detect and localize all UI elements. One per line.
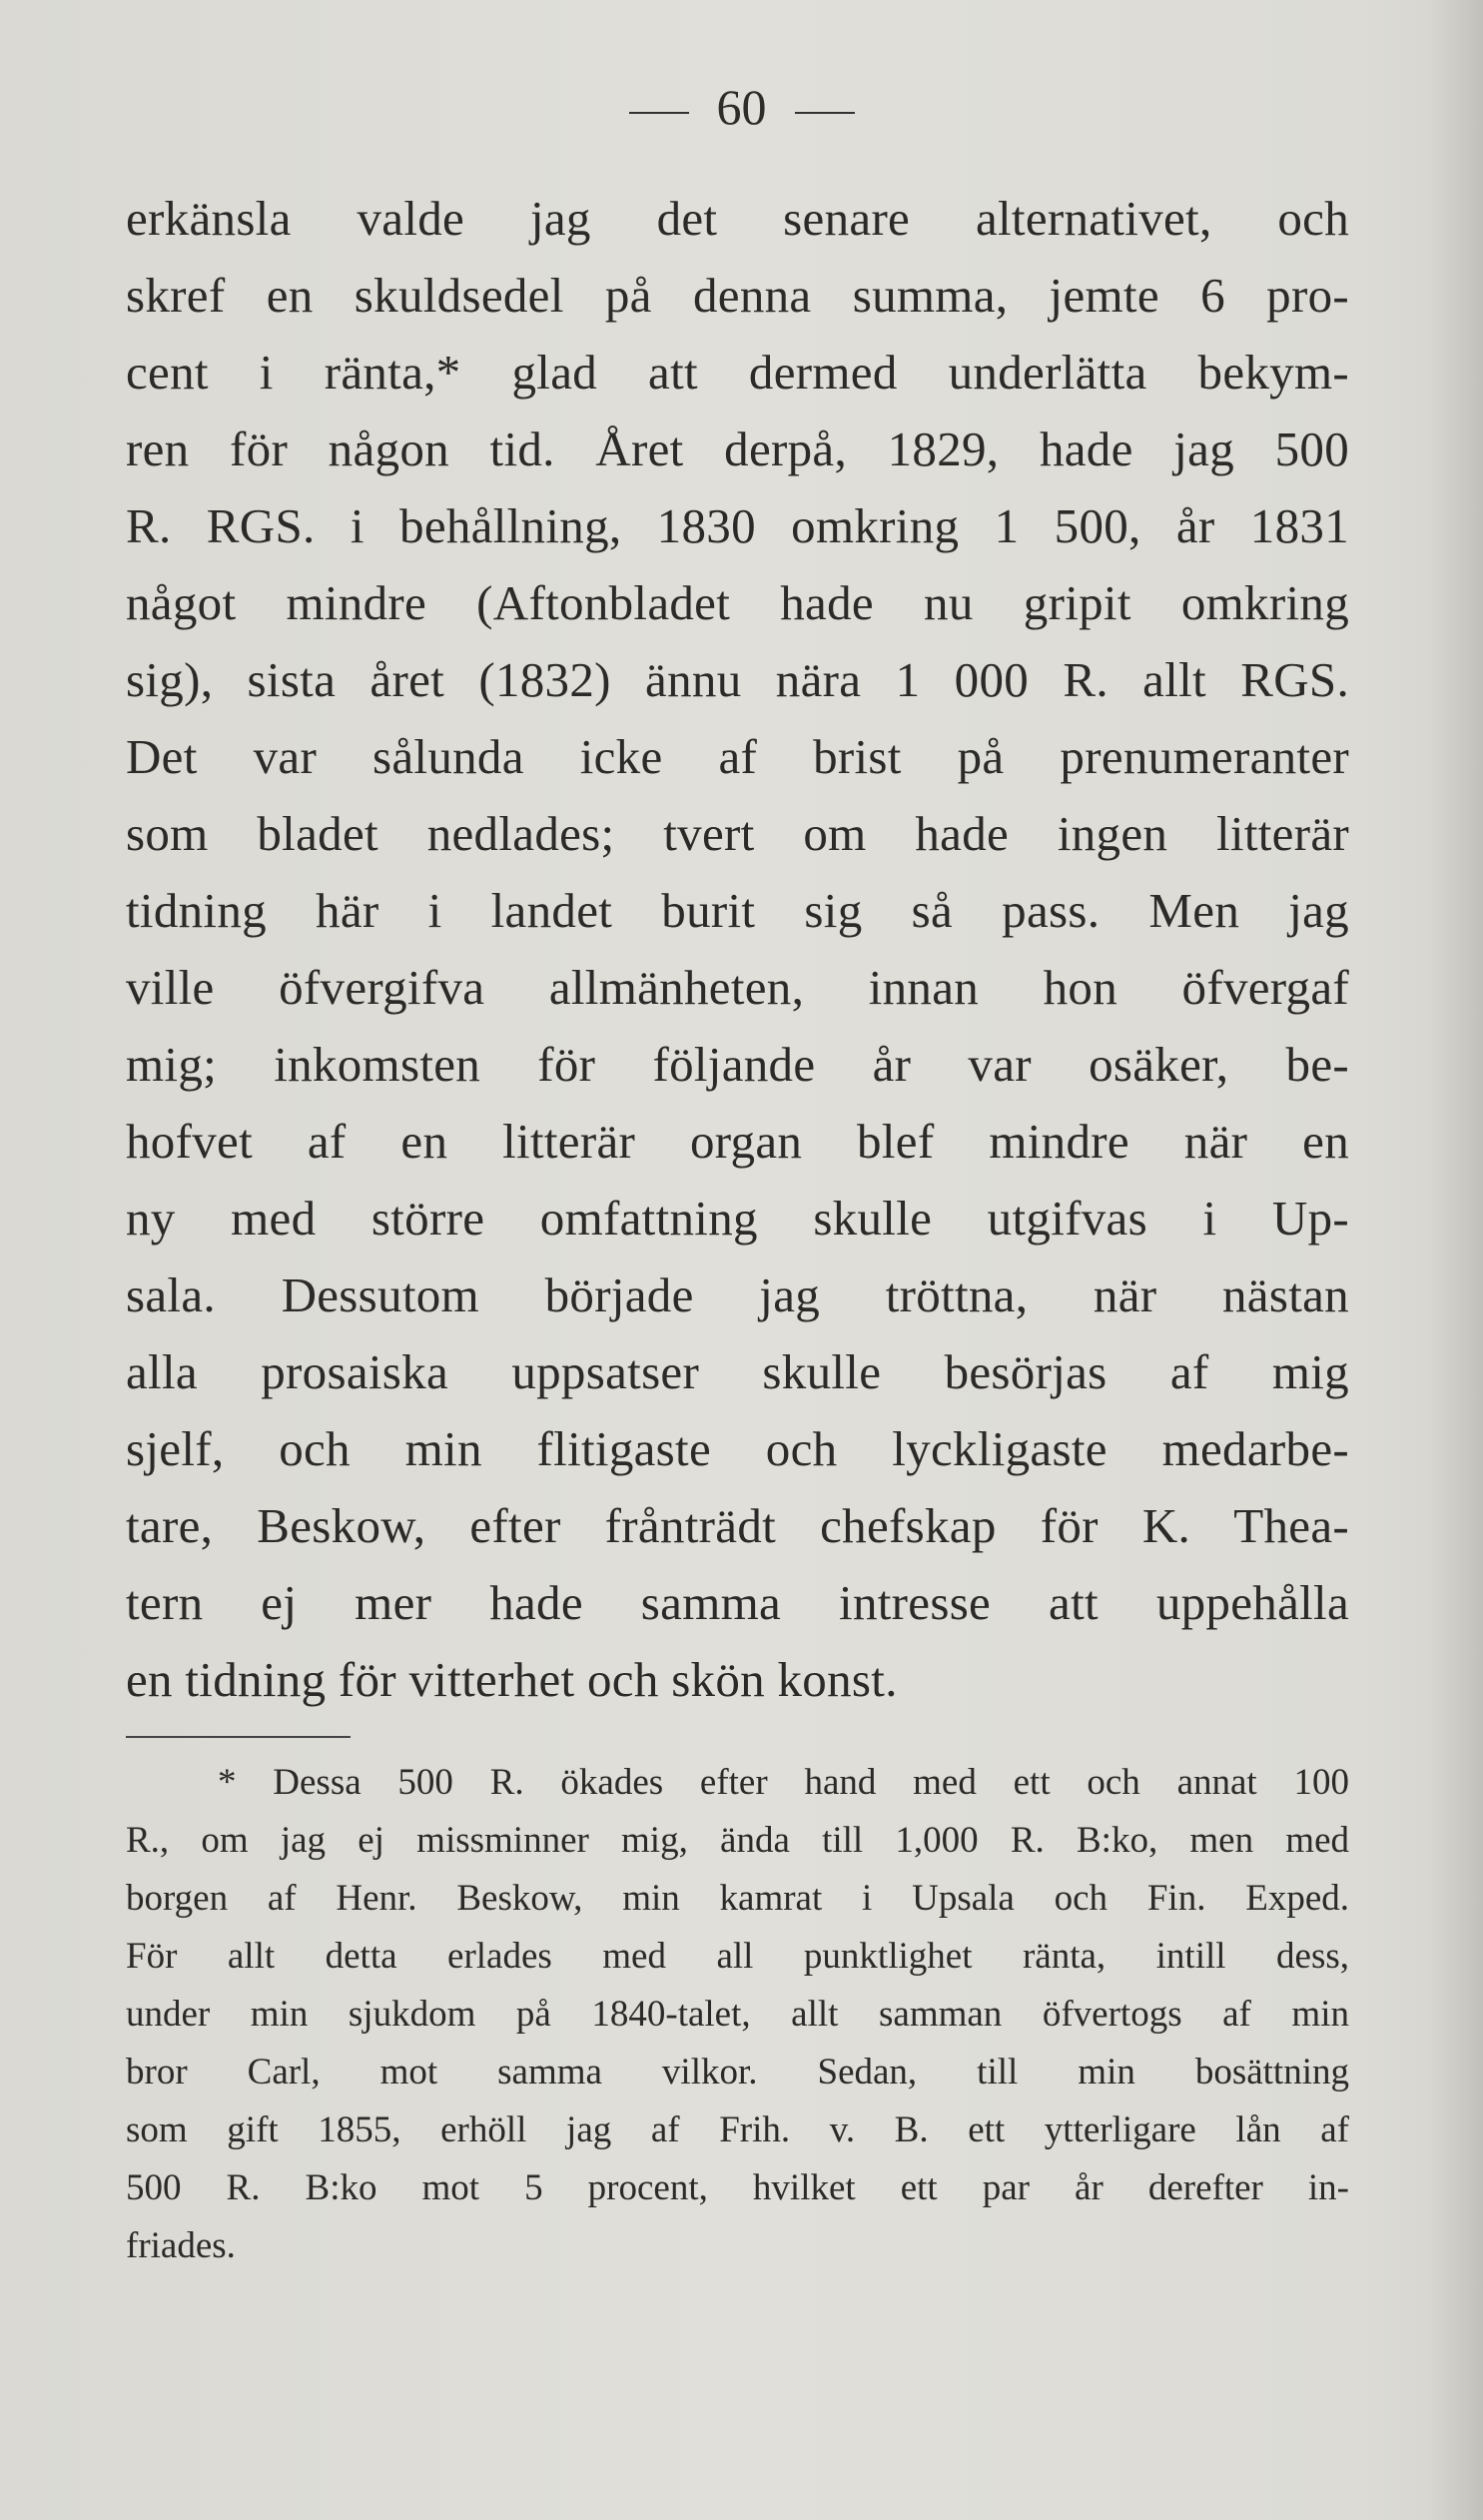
body-line: tern ej mer hade samma intresse att uppehålla [126,1575,1349,1630]
footnote-line: För allt detta erlades med all punktlighet ränta, intill dess, [126,1936,1349,1977]
body-line: något mindre (Aftonbladet hade nu gripit omkring [126,575,1349,630]
body-line: ville öfvergifva allmänheten, innan hon öfvergaf [126,960,1349,1015]
left-dash [629,112,689,114]
body-line: R. RGS. i behållning, 1830 omkring 1 500, år 1831 [126,498,1349,553]
body-line: sala. Dessutom började jag tröttna, när nästan [126,1267,1349,1322]
body-line: cent i ränta,* glad att dermed underlätta bekym- [126,345,1349,400]
body-line: hofvet af en litterär organ blef mindre när en [126,1114,1349,1169]
footnote-line: borgen af Henr. Beskow, min kamrat i Upsala och Fin. Exped. [126,1878,1349,1919]
footnote-line: * Dessa 500 R. ökades efter hand med ett och annat 100 [218,1762,1349,1803]
body-line: Det var sålunda icke af brist på prenumeranter [126,729,1349,784]
footnote [126,1754,1349,2275]
body-line: skref en skuldsedel på denna summa, jemte 6 pro- [126,268,1349,323]
body-line: erkänsla valde jag det senare alternativet, och [126,191,1349,246]
footnote-rule [126,1736,351,1738]
body-text [126,180,1349,1718]
footnote-line: friades. [126,2225,236,2266]
body-line: ny med större omfattning skulle utgifvas i Up- [126,1191,1349,1246]
page-edge-shadow [1428,0,1483,2520]
footnote-line: R., om jag ej missminner mig, ända till 1,000 R. B:ko, men med [126,1820,1349,1861]
body-line: ren för någon tid. Året derpå, 1829, hade jag 500 [126,421,1349,476]
footnote-line: under min sjukdom på 1840-talet, allt samman öfvertogs af min [126,1994,1349,2035]
body-line: som bladet nedlades; tvert om hade ingen litterär [126,806,1349,861]
page-number: 60 [716,79,767,135]
right-dash [795,112,855,114]
page-number-header [0,78,1483,136]
footnote-line: som gift 1855, erhöll jag af Frih. v. B. ett ytterligare lån af [126,2109,1349,2150]
body-line: alla prosaiska uppsatser skulle besörjas af mig [126,1344,1349,1399]
body-line: tare, Beskow, efter frånträdt chefskap för K. Thea- [126,1498,1349,1553]
body-line: en tidning för vitterhet och skön konst. [126,1652,898,1707]
footnote-line: 500 R. B:ko mot 5 procent, hvilket ett par år derefter in- [126,2167,1349,2208]
body-line: mig; inkomsten för följande år var osäker, be- [126,1037,1349,1092]
body-line: tidning här i landet burit sig så pass. Men jag [126,883,1349,938]
footnote-line: bror Carl, mot samma vilkor. Sedan, till min bosättning [126,2052,1349,2093]
body-line: sig), sista året (1832) ännu nära 1 000 R. allt RGS. [126,652,1349,707]
body-line: sjelf, och min flitigaste och lyckligaste medarbe- [126,1421,1349,1476]
